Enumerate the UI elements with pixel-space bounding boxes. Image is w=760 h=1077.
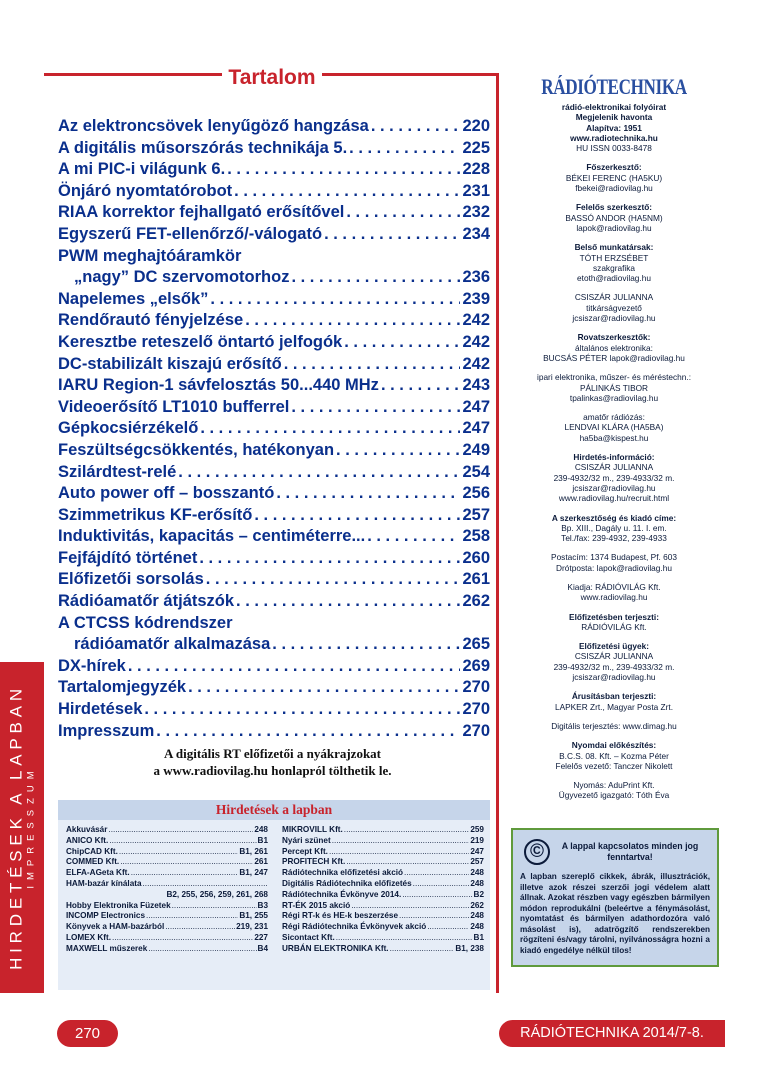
impressum-line: Hirdetés-információ: <box>573 452 655 463</box>
toc-dot-leader <box>272 635 460 654</box>
toc-entry <box>58 203 490 225</box>
ads-left-column <box>66 825 268 955</box>
impressum-line: jcsiszar@radiovilag.hu <box>572 313 656 324</box>
ad-entry-pages: 261 <box>254 857 268 867</box>
toc-entry-title: Induktivitás, kapacitás – centiméterre... <box>58 527 366 546</box>
ad-dot-leader <box>172 901 257 910</box>
ad-entry <box>282 890 484 901</box>
ad-dot-leader <box>351 901 469 910</box>
ad-entry-pages: B2 <box>473 889 484 899</box>
toc-entry-title: Rádióamatőr átjátszók <box>58 592 235 611</box>
toc-entry <box>58 484 490 506</box>
impressum-line: BUCSÁS PÉTER lapok@radiovilag.hu <box>543 352 685 363</box>
impressum-line: Megjelenik havonta <box>575 112 653 123</box>
impressum-block <box>503 740 725 771</box>
impressum-line: Belső munkatársak: <box>574 242 654 253</box>
impressum-line: lapok@radiovilag.hu <box>576 222 652 233</box>
impressum-line: ipari elektronika, műszer- és méréstechn.: <box>536 372 691 383</box>
toc-entry-title: Előfizetői sorsolás <box>58 570 204 589</box>
impressum-line: A szerkesztőség és kiadó címe: <box>551 512 677 523</box>
toc-entry-title: Önjáró nyomtatórobot <box>58 181 233 200</box>
toc-entry-title: A CTCSS kódrendszer <box>58 613 233 632</box>
toc-dot-leader <box>178 463 460 482</box>
copyright-box <box>511 828 719 967</box>
toc-entry-title: Fejfájdító történet <box>58 548 198 567</box>
ad-entry <box>66 933 268 944</box>
ad-entry-name: Rádiótechnika Évkönyve 2014. <box>282 889 402 899</box>
ad-entry-name: PROFITECH Kft. <box>282 857 346 867</box>
impressum-line: Felelős szerkesztő: <box>575 202 653 213</box>
ad-entry <box>282 857 484 868</box>
toc-entry-title: Rendőrautó fényjelzése <box>58 311 244 330</box>
toc-entry <box>58 700 490 722</box>
ad-entry-name: LOMEX Kft. <box>66 932 112 942</box>
toc-dot-leader <box>234 182 460 201</box>
ad-entry <box>282 901 484 912</box>
toc-dot-leader <box>291 398 460 417</box>
toc-entry <box>58 463 490 485</box>
toc-entry <box>58 355 490 377</box>
toc-entry-page: 236 <box>462 268 490 287</box>
toc-dot-leader <box>349 139 460 158</box>
impressum-line: Felelős vezető: Tanczer Nikolett <box>555 760 673 771</box>
impressum-line: Drótposta: lapok@radiovilag.hu <box>556 562 672 573</box>
toc-entry-page: 225 <box>462 138 490 157</box>
impressum <box>503 75 725 810</box>
toc-entry-page: 262 <box>462 592 490 611</box>
ad-entry-name: Sicontact Kft. <box>282 932 335 942</box>
ad-entry-name: MIKROVILL Kft. <box>282 825 343 834</box>
ad-entry <box>66 879 268 890</box>
impressum-line: Nyomdai előkészítés: <box>571 740 657 751</box>
impressum-block <box>503 412 725 443</box>
impressum-block <box>503 372 725 403</box>
toc-title: Tartalom <box>44 66 500 90</box>
toc-dot-leader <box>381 376 461 395</box>
side-band-text <box>8 684 37 970</box>
ad-entry-name: Könyvek a HAM-bazárból <box>66 922 165 932</box>
toc-entry-page: 260 <box>462 548 490 567</box>
ad-dot-leader <box>112 933 253 942</box>
impressum-line: 239-4932/32 m., 239-4933/32 m. <box>553 661 675 672</box>
ad-entry-pages: B1, 247 <box>239 868 268 878</box>
impressum-line: PÁLINKÁS TIBOR <box>579 382 649 393</box>
toc-dot-leader <box>371 117 461 136</box>
impressum-line: amatőr rádiózás: <box>583 412 645 423</box>
ad-entry-pages: 248 <box>470 922 484 932</box>
toc-entry-title: Auto power off – bosszantó <box>58 484 275 503</box>
toc-entry <box>58 614 490 636</box>
impressum-block <box>503 242 725 283</box>
ad-entry-pages: 248 <box>254 825 268 834</box>
ad-entry-name: Régi RT-k és HE-k beszerzése <box>282 911 399 921</box>
ad-entry-pages: 248 <box>470 911 484 921</box>
impressum-line: RÁDIÓVILÁG Kft. <box>581 621 647 632</box>
ad-dot-leader <box>336 933 473 942</box>
toc-dot-leader <box>210 290 460 309</box>
ad-entry-name: ELFA-AGeta Kft. <box>66 868 130 878</box>
side-band-subtitle: IMPRESSZUM <box>25 765 37 889</box>
impressum-line: tpalinkas@radiovilag.hu <box>569 392 659 403</box>
impressum-line: LENDVAI KLÁRA (HA5BA) <box>564 422 664 433</box>
ad-entry-pages: 259 <box>470 825 484 834</box>
ad-entry-name: COMMED Kft. <box>66 857 120 867</box>
toc-entry-page: 243 <box>462 376 490 395</box>
impressum-block <box>503 332 725 363</box>
toc-entry <box>58 117 490 139</box>
toc-entry-title: RIAA korrektor fejhallgató erősítővel <box>58 203 345 222</box>
impressum-line: ha5ba@kispest.hu <box>579 432 649 443</box>
toc-entry-title: rádióamatőr alkalmazása <box>74 635 271 654</box>
impressum-line: Nyomás: AduPrint Kft. <box>573 780 655 791</box>
toc-entry-page: 232 <box>462 203 490 222</box>
impressum-line: rádió-elektronikai folyóirat <box>561 102 667 112</box>
toc-entry <box>58 419 490 441</box>
toc-entry-page: 265 <box>462 635 490 654</box>
impressum-line: CSISZÁR JULIANNA <box>574 651 654 662</box>
ad-entry-pages: B1 <box>473 932 484 942</box>
toc-entry-page: 239 <box>462 289 490 308</box>
toc-entry-title: Feszültségcsökkentés, hatékonyan <box>58 440 335 459</box>
impressum-line: Előfizetési ügyek: <box>578 641 650 652</box>
ad-entry-pages: 219, 231 <box>236 922 268 932</box>
ad-entry-pages: B3 <box>257 900 268 910</box>
ad-entry-name: MAXWELL műszerek <box>66 943 148 953</box>
impressum-line: www.radiovilag.hu <box>580 592 648 603</box>
impressum-block <box>503 552 725 573</box>
toc-entry-page: 242 <box>462 354 490 373</box>
ad-entry-name: RT-ÉK 2015 akció <box>282 900 351 910</box>
impressum-line: etoth@radiovilag.hu <box>577 273 651 284</box>
impressum-block <box>503 582 725 603</box>
toc-entry-title: Keresztbe reteszelő öntartó jelfogók <box>58 332 343 351</box>
ad-dot-leader <box>402 890 472 899</box>
impressum-line: CSISZÁR JULIANNA <box>574 462 654 473</box>
toc-entry-page: 242 <box>462 332 490 351</box>
ad-entry <box>66 847 268 858</box>
ad-dot-leader <box>148 944 256 953</box>
toc-dot-leader <box>324 225 460 244</box>
ad-dot-leader <box>329 847 469 856</box>
ad-entry <box>66 868 268 879</box>
toc-entry <box>58 139 490 161</box>
journal-logo: RÁDIÓTECHNIKA <box>541 74 687 99</box>
impressum-block <box>503 102 725 153</box>
toc-entry <box>58 592 490 614</box>
toc-entry-page: 220 <box>462 117 490 135</box>
ad-entry <box>66 911 268 922</box>
ad-entry <box>66 922 268 933</box>
toc-entry <box>58 398 490 420</box>
ad-entry-name: INCOMP Electronics <box>66 911 146 921</box>
impressum-block <box>503 452 725 503</box>
table-of-contents <box>58 117 490 743</box>
ad-entry-name: Hobby Elektronika Füzetek <box>66 900 171 910</box>
ad-entry <box>282 944 484 955</box>
ad-entry-name: URBÁN ELEKTRONIKA Kft. <box>282 943 389 953</box>
impressum-block <box>503 691 725 712</box>
impressum-block <box>503 513 725 544</box>
toc-dot-leader <box>291 268 460 287</box>
toc-entry <box>58 268 490 290</box>
ad-entry-pages: B1 <box>257 835 268 845</box>
toc-dot-leader <box>144 700 460 719</box>
impressum-line: Alapítva: 1951 <box>586 122 642 133</box>
toc-entry-title: Hirdetések <box>58 700 143 719</box>
ad-entry-name: ANICO Kft. <box>66 835 109 845</box>
ad-entry-name: Percept Kft. <box>282 846 328 856</box>
impressum-line: általános elektronika: <box>575 342 653 353</box>
ad-dot-leader <box>120 857 253 866</box>
impressum-line: fbekei@radiovilag.hu <box>575 183 653 194</box>
journal-issue: RÁDIÓTECHNIKA 2014/7-8. <box>499 1020 725 1047</box>
ad-entry <box>282 922 484 933</box>
toc-dot-leader <box>284 355 461 374</box>
toc-entry <box>58 311 490 333</box>
toc-entry-title: PWM meghajtóáramkör <box>58 246 242 265</box>
toc-dot-leader <box>254 506 460 525</box>
toc-entry-page: 247 <box>462 419 490 438</box>
toc-entry-title: Videoerősítő LT1010 bufferrel <box>58 397 290 416</box>
ad-dot-leader <box>131 868 239 877</box>
impressum-line: Árusításban terjeszti: <box>571 691 657 702</box>
toc-entry-title: Impresszum <box>58 721 155 740</box>
ad-entry-name: ChipCAD Kft. <box>66 846 118 856</box>
ad-dot-leader <box>143 879 267 888</box>
toc-entry-title: Tartalomjegyzék <box>58 678 187 697</box>
ad-entry <box>66 901 268 912</box>
toc-entry-page: 270 <box>462 700 490 719</box>
ad-entry <box>66 836 268 847</box>
impressum-line: Kiadja: RÁDIÓVILÁG Kft. <box>567 581 661 592</box>
impressum-block <box>503 780 725 801</box>
copyright-icon: © <box>524 839 550 865</box>
ad-dot-leader <box>346 857 469 866</box>
toc-dot-leader <box>206 570 461 589</box>
ad-entry <box>66 857 268 868</box>
impressum-line: Előfizetésben terjeszti: <box>569 611 659 622</box>
side-band-title: HIRDETÉSEK A LAPBAN <box>6 684 26 970</box>
toc-dot-leader <box>245 311 460 330</box>
toc-entry-title: Gépkocsiérzékelő <box>58 419 199 438</box>
toc-entry <box>58 160 490 182</box>
impressum-line: BASSÓ ANDOR (HA5NM) <box>565 212 663 223</box>
ad-dot-leader <box>119 847 238 856</box>
ad-entry <box>282 868 484 879</box>
toc-entry-title: IARU Region-1 sávfelosztás 50...440 MHz <box>58 376 379 395</box>
toc-entry-title: „nagy” DC szervomotorhoz <box>74 268 290 287</box>
page-number: 270 <box>57 1020 118 1047</box>
impressum-line: Digitális terjesztés: www.dimag.hu <box>551 720 677 731</box>
ad-entry-name: Rádiótechnika előfizetési akció <box>282 868 404 878</box>
impressum-block <box>503 721 725 731</box>
toc-dot-leader <box>336 441 460 460</box>
ads-box <box>58 800 490 990</box>
ad-entry <box>66 944 268 955</box>
ad-entry-pages: 248 <box>470 878 484 888</box>
toc-entry-title: DC-stabilizált kiszajú erősítő <box>58 354 282 373</box>
impressum-line: Ügyvezető igazgató: Tóth Éva <box>558 790 670 801</box>
ad-entry <box>282 836 484 847</box>
toc-entry-page: 257 <box>462 505 490 524</box>
impressum-line: www.radiovilag.hu/recruit.html <box>558 493 670 504</box>
ad-entry <box>66 890 268 901</box>
toc-entry <box>58 570 490 592</box>
toc-entry <box>58 657 490 679</box>
toc-dot-leader <box>367 527 460 546</box>
toc-entry-page: 270 <box>462 678 490 697</box>
impressum-line: Postacím: 1374 Budapest, Pf. 603 <box>551 552 677 563</box>
ads-title: Hirdetések a lapban <box>58 800 490 820</box>
toc-entry-page: 269 <box>462 656 490 675</box>
toc-entry-page: 270 <box>462 721 490 740</box>
ad-entry-pages: 219 <box>470 835 484 845</box>
impressum-line: CSISZÁR JULIANNA <box>574 292 654 303</box>
ad-entry-pages: 262 <box>470 900 484 910</box>
ad-dot-leader <box>332 836 470 845</box>
toc-entry <box>58 635 490 657</box>
ad-dot-leader <box>390 944 455 953</box>
ad-entry-name: Akkuvásár <box>66 825 108 834</box>
ad-entry-pages: 257 <box>470 857 484 867</box>
impressum-block <box>503 202 725 233</box>
impressum-block <box>503 612 725 633</box>
toc-dot-leader <box>227 160 460 179</box>
toc-entry-page: 256 <box>462 484 490 503</box>
impressum-block <box>503 641 725 682</box>
ad-entry-pages: 227 <box>254 932 268 942</box>
ad-entry <box>282 911 484 922</box>
toc-entry-title: Szilárdtest-relé <box>58 462 177 481</box>
ad-entry <box>282 847 484 858</box>
toc-entry-title: A mi PIC-i világunk 6. <box>58 160 226 179</box>
impressum-line: titkárságvezető <box>586 302 642 313</box>
ads-right-column <box>282 825 484 955</box>
ad-entry-pages: B2, 255, 256, 259, 261, 268 <box>166 889 268 899</box>
toc-entry <box>58 678 490 700</box>
toc-entry <box>58 506 490 528</box>
impressum-line: www.radiotechnika.hu <box>570 132 658 143</box>
toc-entry-title: Az elektroncsövek lenyűgöző hangzása <box>58 117 369 135</box>
toc-entry-page: 247 <box>462 397 490 416</box>
download-notice <box>60 745 485 779</box>
ad-dot-leader <box>399 911 469 920</box>
toc-entry-page: 261 <box>462 570 490 589</box>
toc-entry-page: 258 <box>462 527 490 546</box>
toc-entry <box>58 376 490 398</box>
impressum-line: szakgrafika <box>593 262 635 273</box>
impressum-line: Tel./fax: 239-4932, 239-4933 <box>561 533 667 544</box>
toc-entry <box>58 549 490 571</box>
ad-dot-leader <box>108 825 253 834</box>
ad-dot-leader <box>404 868 469 877</box>
toc-dot-leader <box>276 484 460 503</box>
impressum-line: TÓTH ERZSÉBET <box>579 252 649 263</box>
ad-entry-name: Digitális Rádiótechnika előfizetés <box>282 878 412 888</box>
impressum-line: jcsiszar@radiovilag.hu <box>572 482 656 493</box>
toc-dot-leader <box>199 549 460 568</box>
impressum-line: Rovatszerkesztők: <box>577 332 651 343</box>
ad-dot-leader <box>146 911 238 920</box>
ad-dot-leader <box>413 879 470 888</box>
ad-entry-pages: 248 <box>470 868 484 878</box>
impressum-line: 239-4932/32 m., 239-4933/32 m. <box>553 472 675 483</box>
ad-entry-name: HAM-bazár kínálata <box>66 878 142 888</box>
impressum-line: LAPKER Zrt., Magyar Posta Zrt. <box>554 701 674 712</box>
toc-entry-page: 242 <box>462 311 490 330</box>
toc-entry-title: Szimmetrikus KF-erősítő <box>58 505 253 524</box>
ad-dot-leader <box>109 836 256 845</box>
toc-entry-title: Napelemes „elsők” <box>58 289 209 308</box>
ad-dot-leader <box>427 922 469 931</box>
toc-dot-leader <box>346 203 460 222</box>
notice-line-1: A digitális RT előfizetői a nyákrajzokat <box>163 746 382 761</box>
toc-entry <box>58 247 490 269</box>
toc-entry <box>58 722 490 744</box>
toc-entry-title: Egyszerű FET-ellenőrző/-válogató <box>58 224 323 243</box>
toc-dot-leader <box>236 592 460 611</box>
toc-entry-page: 228 <box>462 160 490 179</box>
impressum-block <box>503 292 725 323</box>
ad-entry-name: Régi Rádiótechnika Évkönyvek akció <box>282 922 427 932</box>
toc-entry-title: A digitális műsorszórás technikája 5. <box>58 138 348 157</box>
impressum-line: HU ISSN 0033-8478 <box>576 143 652 154</box>
copyright-title: A lappal kapcsolatos minden jog fenntartva! <box>561 840 699 862</box>
ad-entry <box>282 933 484 944</box>
toc-entry-page: 249 <box>462 440 490 459</box>
toc-dot-leader <box>344 333 460 352</box>
impressum-block <box>503 162 725 193</box>
copyright-text: A lapban szereplő cikkek, ábrák, illusztrációk, illetve azok részei szerzői jogi védelem alatt állnak. Azokat részben vagy egészben bármilyen módon reprodukálni (beleértve a fénymásolást, nyomtatást és bármilyen adathordozóra való másolást is), adatrögzítő rendszerekben rögzíteni és/vagy tárolni, nyilvánosságra hozni a kiadó engedélye nélkül tilos! <box>520 872 710 955</box>
ad-dot-leader <box>344 825 470 834</box>
impressum-line: BÉKEI FERENC (HA5KU) <box>565 172 663 183</box>
ad-dot-leader <box>165 922 235 931</box>
toc-entry <box>58 290 490 312</box>
toc-dot-leader <box>188 678 460 697</box>
toc-entry <box>58 182 490 204</box>
ad-entry <box>66 825 268 836</box>
ad-entry-pages: 247 <box>470 846 484 856</box>
impressum-line: jcsiszar@radiovilag.hu <box>572 672 656 683</box>
toc-dot-leader <box>156 722 460 741</box>
impressum-line: Főszerkesztő: <box>586 162 642 173</box>
ad-entry-pages: B1, 261 <box>239 846 268 856</box>
toc-entry <box>58 527 490 549</box>
ad-entry-pages: B1, 255 <box>239 911 268 921</box>
ad-entry-pages: B1, 238 <box>455 943 484 953</box>
ad-entry <box>282 825 484 836</box>
ad-entry-pages: B4 <box>257 943 268 953</box>
ad-entry-name: Nyári szünet <box>282 835 331 845</box>
impressum-line: Bp. XIII., Dagály u. 11. I. em. <box>561 522 667 533</box>
toc-dot-leader <box>200 419 460 438</box>
toc-entry <box>58 441 490 463</box>
impressum-line: B.C.S. 08. Kft. – Kozma Péter <box>559 750 669 761</box>
toc-entry-page: 231 <box>462 181 490 200</box>
toc-dot-leader <box>128 657 461 676</box>
toc-entry-title: DX-hírek <box>58 656 126 675</box>
toc-entry-page: 234 <box>462 224 490 243</box>
toc-entry <box>58 333 490 355</box>
toc-entry-page: 254 <box>462 462 490 481</box>
ad-entry <box>282 879 484 890</box>
toc-entry <box>58 225 490 247</box>
notice-line-2: a www.radiovilag.hu honlapról tölthetik le. <box>153 763 392 778</box>
